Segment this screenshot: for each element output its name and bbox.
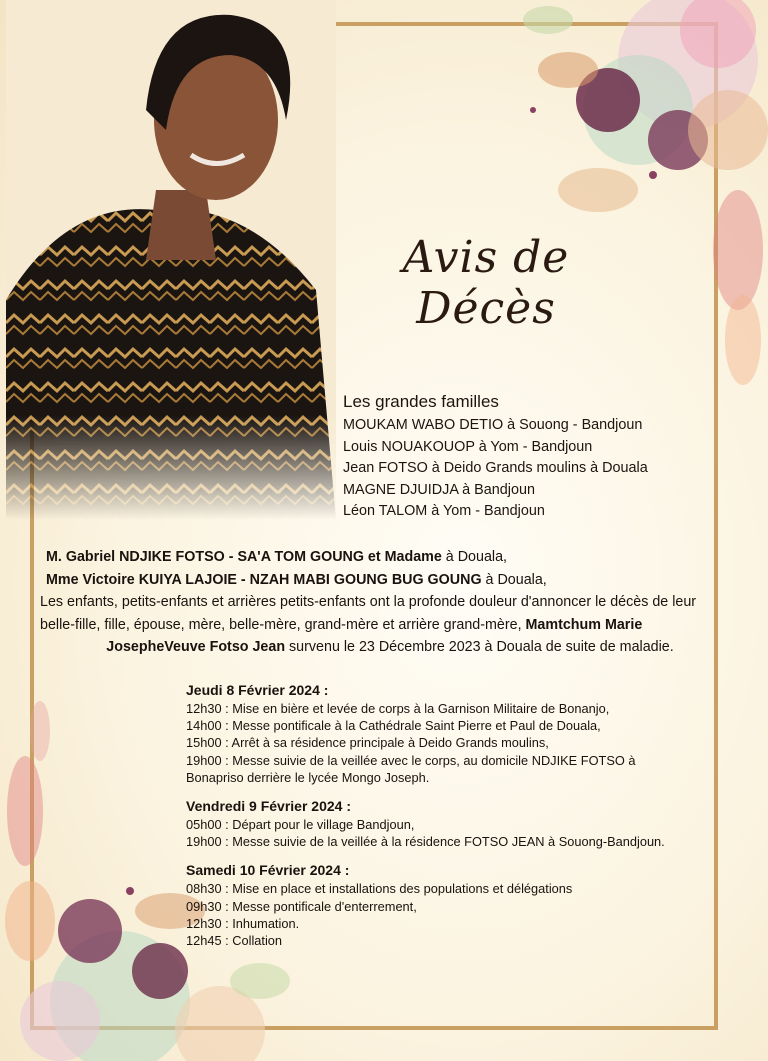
- family-line: Jean FOTSO à Deido Grands moulins à Douala: [343, 460, 648, 477]
- schedule-event: 05h00 : Départ pour le village Bandjoun,: [186, 817, 415, 833]
- announce-place-1: à Douala,: [441, 549, 508, 565]
- announce-name-2: Mme Victoire KUIYA LAJOIE - NZAH MABI GOUNG BUG GOUNG: [46, 571, 482, 588]
- families-heading: Les grandes familles: [343, 392, 499, 411]
- page-title: Avis de Décès: [402, 232, 570, 334]
- schedule-event: 15h00 : Arrêt à sa résidence principale à Deido Grands moulins,: [186, 735, 549, 751]
- schedule-event: 08h30 : Mise en place et installations des populations et délégations: [186, 881, 573, 897]
- family-line: MOUKAM WABO DETIO à Souong - Bandjoun: [343, 417, 643, 433]
- day-title: Samedi 10 Février 2024 :: [186, 862, 350, 879]
- family-line: Louis NOUAKOUOP à Yom - Bandjoun: [343, 438, 593, 455]
- day-title: Jeudi 8 Février 2024 :: [186, 682, 329, 698]
- schedule-event: 09h30 : Messe pontificale d'enterrement,: [186, 898, 417, 914]
- floral-top-decoration-icon: [438, 0, 768, 420]
- family-line: Léon TALOM à Yom - Bandjoun: [343, 503, 545, 520]
- schedule-day-1: [186, 682, 706, 786]
- announcement-text: [40, 546, 740, 659]
- announce-line-3: Les enfants, petits-enfants et arrières petits-enfants ont la profonde douleur d'annoncer le décès de leur: [40, 594, 697, 610]
- deceased-name-part-1: Mamtchum Marie: [525, 616, 643, 633]
- announce-line-4: [40, 614, 740, 637]
- family-line: MAGNE DJUIDJA à Bandjoun: [343, 481, 535, 498]
- day-title: Vendredi 9 Février 2024 :: [186, 798, 351, 815]
- schedule-event: 19h00 : Messe suivie de la veillée avec le corps, au domicile NDJIKE FOTSO à: [186, 752, 636, 768]
- schedule-event: 12h45 : Collation: [186, 933, 283, 949]
- schedule-event: Bonapriso derrière le lycée Mongo Joseph.: [186, 769, 430, 785]
- announce-place-2: à Douala,: [481, 571, 547, 588]
- schedule-day-3: [186, 862, 706, 949]
- families-block: [343, 392, 723, 523]
- announce-relations: belle-fille, fille, épouse, mère, belle-mère, grand-mère et arrière grand-mère,: [40, 616, 526, 633]
- schedule-event: 14h00 : Messe pontificale à la Cathédrale Saint Pierre et Paul de Douala,: [186, 718, 601, 734]
- announce-line-2: [40, 569, 740, 592]
- announce-line-5: [40, 636, 740, 659]
- schedule-event: 12h30 : Inhumation.: [186, 915, 300, 931]
- schedule-event: 19h00 : Messe suivie de la veillée à la résidence FOTSO JEAN à Souong-Bandjoun.: [186, 834, 665, 850]
- announce-line-1: [40, 546, 740, 569]
- schedule-day-2: [186, 798, 706, 850]
- announce-name-1: M. Gabriel NDJIKE FOTSO - SA'A TOM GOUNG et Madame: [46, 549, 442, 565]
- schedule: [186, 682, 706, 961]
- deceased-name-part-2: JosepheVeuve Fotso Jean: [106, 639, 286, 655]
- portrait-photo-icon: [6, 0, 336, 520]
- announce-date: survenu le 23 Décembre 2023 à Douala de suite de maladie.: [285, 639, 674, 655]
- schedule-event: 12h30 : Mise en bière et levée de corps à la Garnison Militaire de Bonanjo,: [186, 701, 610, 716]
